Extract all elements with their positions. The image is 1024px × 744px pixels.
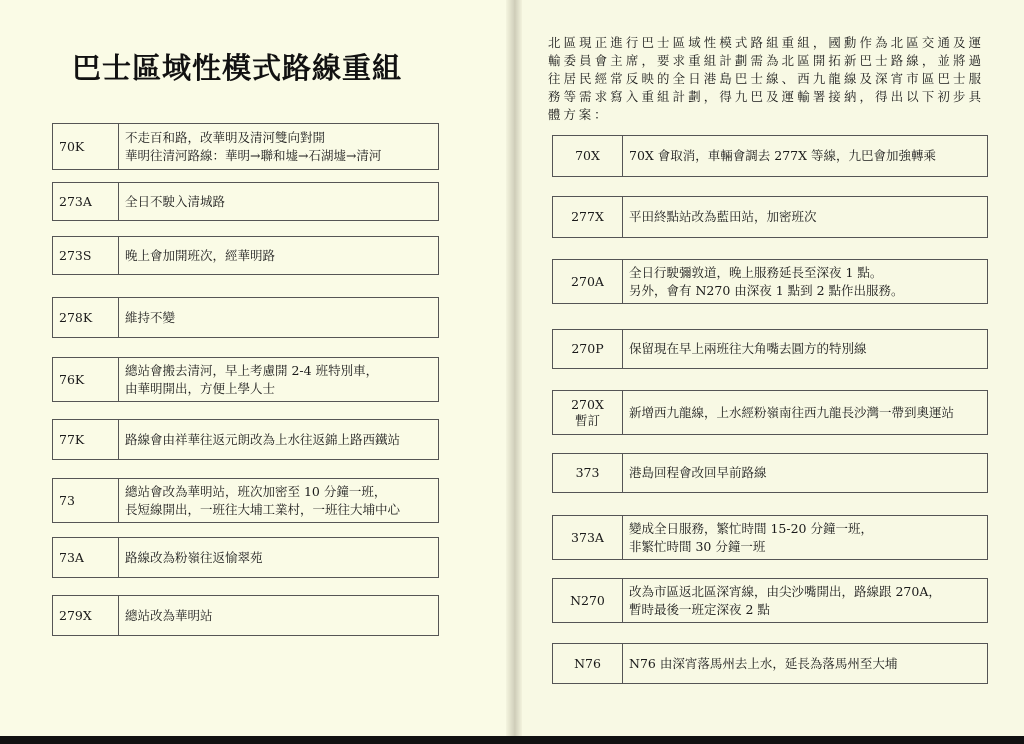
page-fold — [506, 0, 522, 744]
route-code: 373 — [553, 454, 623, 492]
route-description: 總站會搬去清河，早上考慮開 2-4 班特別車， 由華明開出，方便上學人士 — [125, 362, 379, 396]
route-row — [52, 595, 439, 636]
route-description: 總站改為華明站 — [125, 607, 213, 623]
route-description: 變成全日服務，繁忙時間 15-20 分鐘一班， 非繁忙時間 30 分鐘一班 — [629, 520, 873, 554]
route-description: 改為市區返北區深宵線，由尖沙嘴開出，路線跟 270A， 暫時最後一班定深夜 2 點 — [629, 583, 941, 617]
route-description: 晚上會加開班次，經華明路 — [125, 247, 276, 263]
route-description: 維持不變 — [125, 309, 176, 325]
route-description: 70X 會取消，車輛會調去 277X 等線，九巴會加強轉乘 — [629, 148, 936, 163]
route-row — [552, 453, 988, 493]
route-row — [552, 259, 988, 304]
route-description: 全日不駛入清城路 — [125, 193, 226, 209]
route-code: 273A — [53, 183, 119, 220]
route-row — [552, 390, 988, 435]
route-description: 路線會由祥華往返元朗改為上水往返錦上路西鐵站 — [125, 431, 401, 447]
route-code: 77K — [53, 420, 119, 459]
route-description: 全日行駛彌敦道，晚上服務延長至深夜 1 點。 另外，會有 N270 由深夜 1 點到 2 點作出服務。 — [629, 264, 904, 298]
route-code: N270 — [553, 579, 623, 622]
route-code: 277X — [553, 197, 623, 237]
route-row — [52, 236, 439, 275]
route-code: 76K — [53, 358, 119, 401]
route-code: 73 — [53, 479, 119, 522]
route-row — [552, 135, 988, 177]
route-row — [552, 643, 988, 684]
route-row — [552, 578, 988, 623]
route-code: 373A — [553, 516, 623, 559]
route-code: N76 — [553, 644, 623, 683]
route-description: 不走百和路，改華明及清河雙向對開 華明往清河路線：華明→聯和墟→石湖墟→清河 — [125, 129, 382, 163]
route-row — [52, 182, 439, 221]
route-row — [552, 329, 988, 369]
route-description: 保留現在早上兩班往大角嘴去圓方的特別線 — [629, 341, 867, 356]
route-description: 平田終點站改為藍田站，加密班次 — [629, 209, 817, 224]
page-title: 巴士區域性模式路線重組 — [72, 51, 403, 85]
route-code: 279X — [53, 596, 119, 635]
route-code: 270X 暫訂 — [553, 391, 623, 434]
route-description: 路線改為粉嶺往返愉翠苑 — [125, 549, 263, 565]
route-code: 70K — [53, 124, 119, 169]
intro-paragraph: 北區現正進行巴士區域性模式路組重組，國勳作為北區交通及運輸委員會主席，要求重組計劃需為北區開拓新巴士路線，並將過往居民經常反映的全日港島巴士線、西九龍線及深宵市區巴士服務等需求寫入重組計劃，得九巴及運輸署接納，得出以下初步具體方案： — [548, 35, 984, 122]
route-row — [52, 419, 439, 460]
route-code: 270P — [553, 330, 623, 368]
route-code: 70X — [553, 136, 623, 176]
scan-bottom-edge — [0, 736, 1024, 744]
route-code: 278K — [53, 298, 119, 337]
route-code: 270A — [553, 260, 623, 303]
route-row — [52, 478, 439, 523]
route-row — [52, 357, 439, 402]
route-row — [52, 297, 439, 338]
route-row — [552, 196, 988, 238]
route-row — [52, 537, 439, 578]
route-description: N76 由深宵落馬州去上水，延長為落馬州至大埔 — [629, 655, 898, 671]
route-code: 73A — [53, 538, 119, 577]
route-code: 273S — [53, 237, 119, 274]
route-description: 新增西九龍線，上水經粉嶺南往西九龍長沙灣一帶到奧運站 — [629, 404, 955, 420]
route-description: 總站會改為華明站，班次加密至 10 分鐘一班， 長短線開出，一班往大埔工業村，一班往大埔中心 — [125, 483, 401, 517]
route-row — [52, 123, 439, 170]
route-description: 港島回程會改回早前路線 — [629, 465, 767, 480]
route-row — [552, 515, 988, 560]
